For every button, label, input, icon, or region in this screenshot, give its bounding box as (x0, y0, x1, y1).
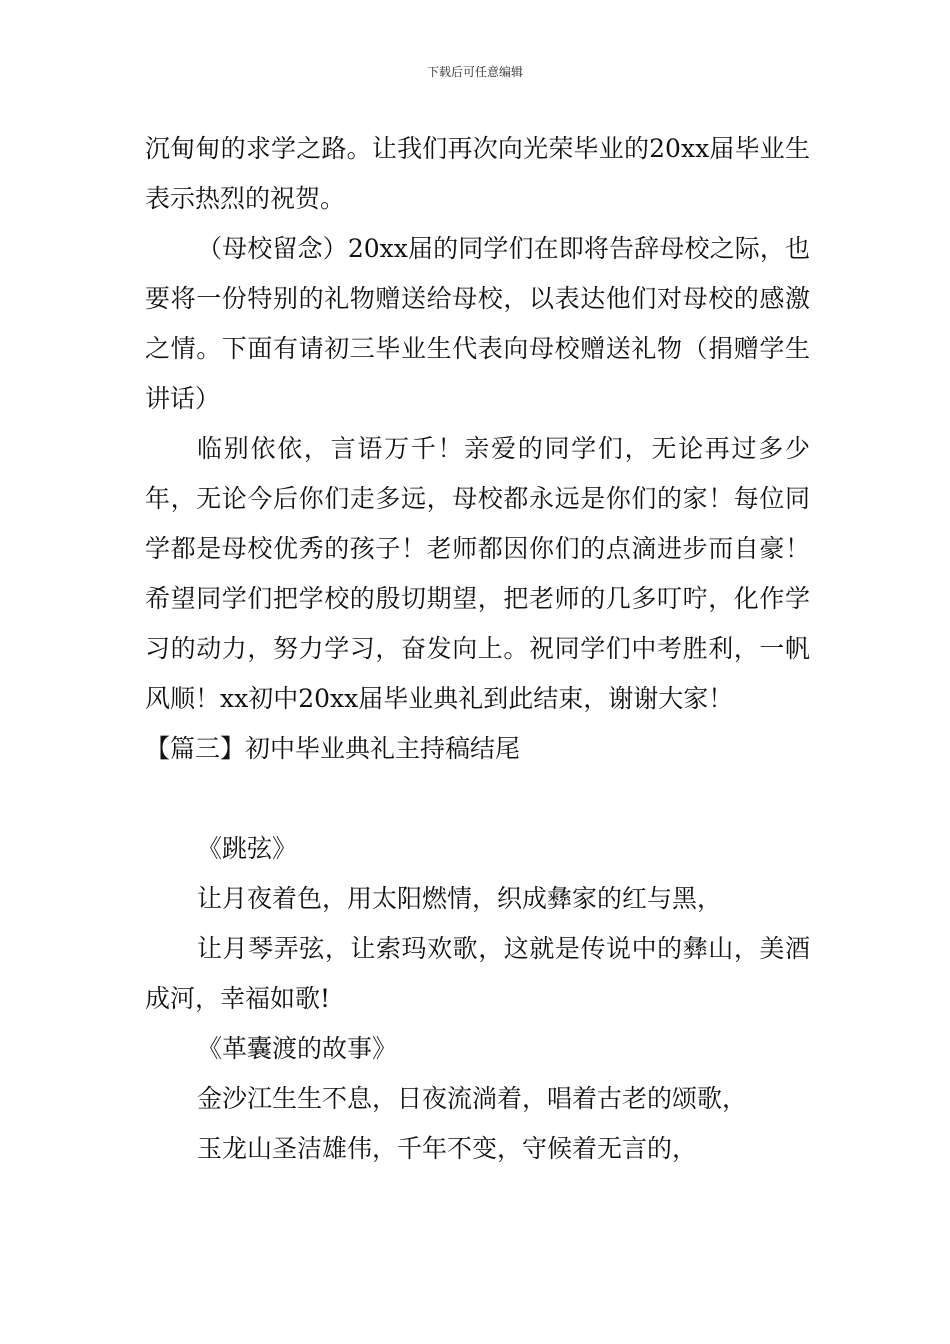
poem-line-3: 金沙江生生不息，日夜流淌着，唱着古老的颂歌， (197, 1084, 748, 1113)
paragraph-1: 沉甸甸的求学之路。让我们再次向光荣毕业的20xx届毕业生表示热烈的祝贺。 (145, 134, 810, 213)
section-heading: 【篇三】初中毕业典礼主持稿结尾 (145, 734, 521, 763)
poem-line-2: 让月琴弄弦，让索玛欢歌，这就是传说中的彝山，美酒成河，幸福如歌! (145, 934, 810, 1013)
poem-line-4: 玉龙山圣洁雄伟，千年不变，守候着无言的， (197, 1134, 698, 1163)
poem-title-1: 《跳弦》 (197, 834, 298, 863)
paragraph-3: 临别依依，言语万千！亲爱的同学们，无论再过多少年，无论今后你们走多远，母校都永远是你们的家！每位同学都是母校优秀的孩子！老师都因你们的点滴进步而自豪！希望同学们把学校的殷切期望，把老师的几多叮咛，化作学习的动力，努力学习，奋发向上。祝同学们中考胜利，一帆风顺！xx初中20xx届毕业典礼到此结束，谢谢大家！ (145, 434, 810, 713)
poem-title-2: 《革囊渡的故事》 (197, 1034, 398, 1063)
poem-line-1: 让月夜着色，用太阳燃情，织成彝家的红与黑， (197, 884, 723, 913)
page-header: 下载后可任意编辑 (426, 65, 523, 79)
document-body (145, 124, 810, 1174)
paragraph-2: （母校留念）20xx届的同学们在即将告辞母校之际，也要将一份特别的礼物赠送给母校，以表达他们对母校的感激之情。下面有请初三毕业生代表向母校赠送礼物（捐赠学生讲话） (145, 234, 810, 413)
blank-line (145, 774, 810, 824)
